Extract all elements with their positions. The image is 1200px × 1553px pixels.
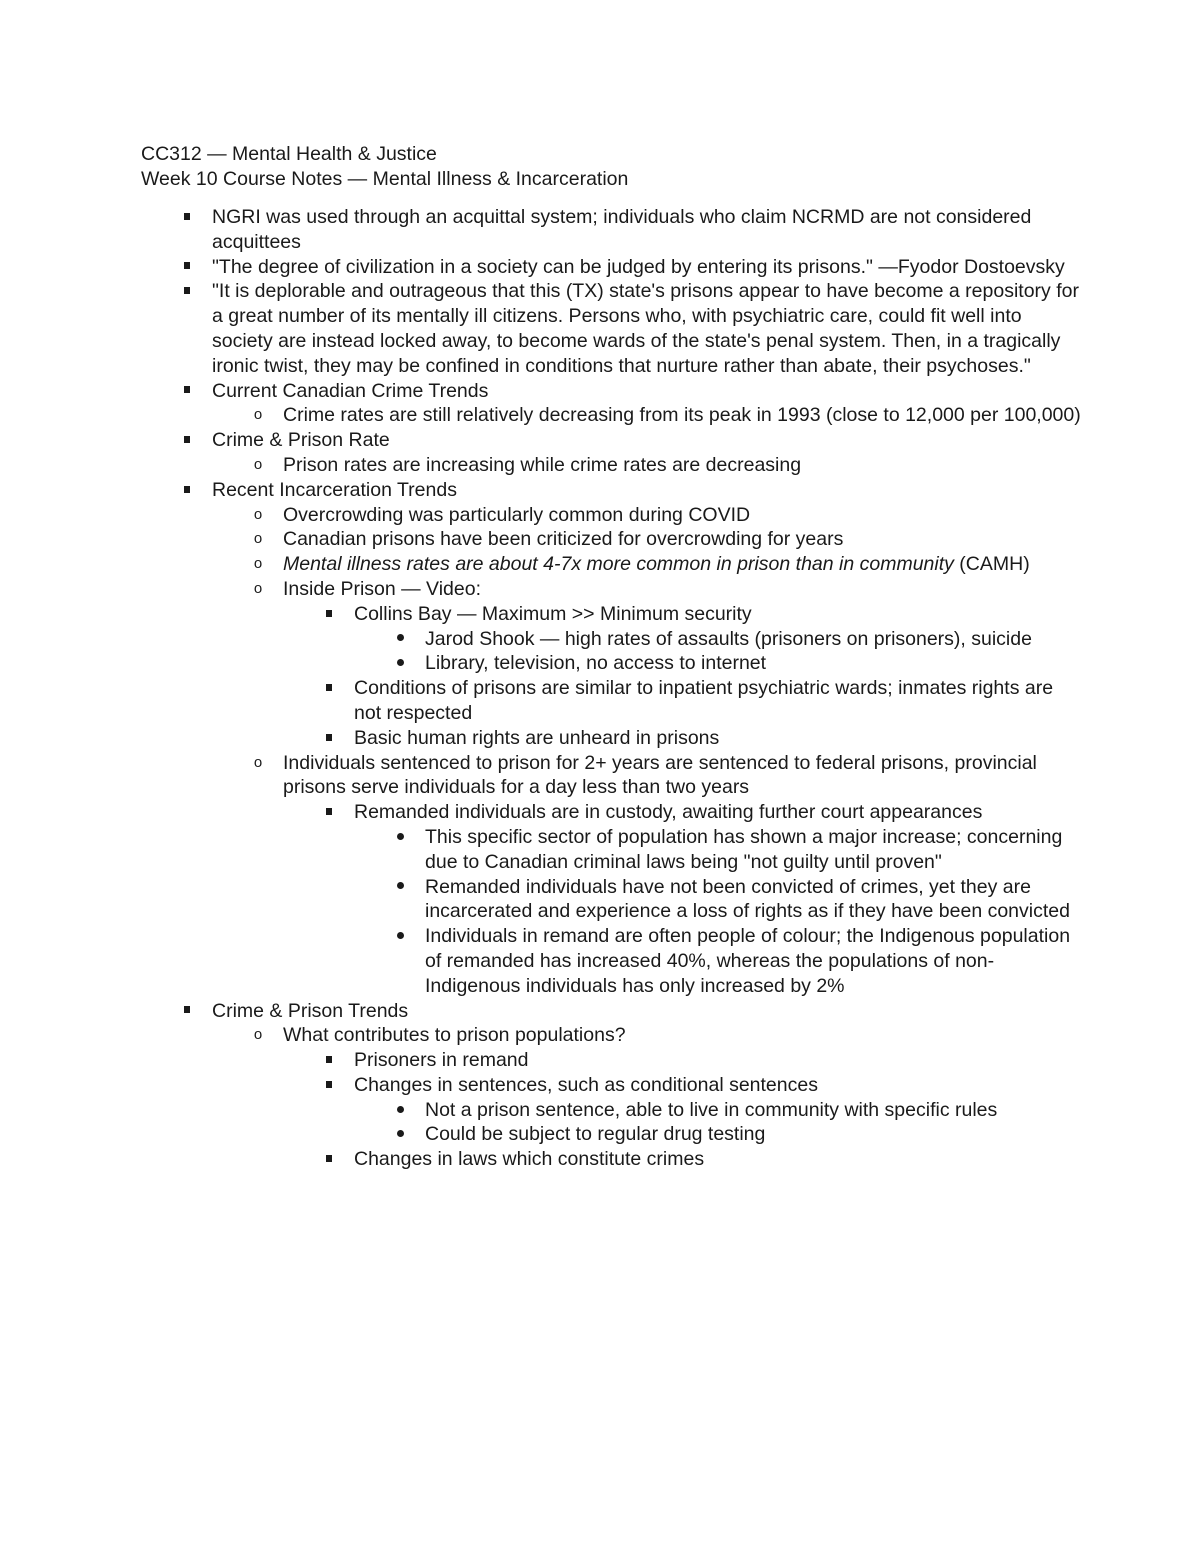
list-item: Current Canadian Crime Trends o Crime rates are still relatively decreasing from its peak in 1993 (close to 12,000 per 100,000) [141, 379, 1081, 429]
list-item: "It is deplorable and outrageous that this (TX) state's prisons appear to have become a repository for a great number of its mentally ill citizens. Persons who, with psychiatric care, could fit well into society are instead locked away, to become wards of the state's penal system. Then, in a tragically ironic twist, they may be confined in conditions that nurture rather than abate, their psychoses." [141, 279, 1081, 378]
list-item: Remanded individuals are in custody, awaiting further court appearances This specific sector of population has shown a major increase; concerning due to Canadian criminal laws being "not guilty until proven" Remanded individuals have not been convicted of crimes, yet they are incarcerated and experience a loss of rights as if they have been convicted Individuals in remand are often people of colour; the Indigenous population of remanded has increased 40%, whereas the populations of non-Indigenous individuals has only increased by 2% [283, 800, 1081, 998]
square-bullet-icon [177, 279, 197, 304]
square-bullet-icon [319, 1147, 339, 1172]
dot-bullet-icon [390, 825, 410, 850]
list-item: Recent Incarceration Trends o Overcrowding was particularly common during COVID o Canadian prisons have been criticized for overcrowding for years o Mental illness rates are about 4-7x more common in prison than in community (CAMH) o Inside Prison — Video: Collins Bay — Maximum >> Minimum security Jarod Shook — high rates of assaults (prisoners on prisoners), suicide Library, television, no access to internet Conditions of prisons are similar to inpatient psychiatric wards; inmates rights are not respected Basic human rights are unheard in prisons o Individuals sentenced to prison for 2+ years are sentenced to federal prisons, provincial prisons serve individuals for a day less than two years Remanded individuals are in custody, awaiting further court appearances This specific sector of population has shown a major increase; concerning due to Canadian criminal laws being "not guilty until proven" Remanded individuals have not been convicted of crimes, yet they are incarcerated and experience a loss of rights as if they have been convicted Individuals in remand are often people of colour; the Indigenous population of remanded has increased 40%, whereas the populations of non-Indigenous individuals has only increased by 2% [141, 478, 1081, 999]
dot-bullet-icon [390, 1122, 410, 1147]
circle-bullet-icon: o [253, 579, 263, 597]
list-item: Library, television, no access to internet [354, 651, 1081, 676]
square-bullet-icon [177, 205, 197, 230]
dot-bullet-icon [390, 651, 410, 676]
square-bullet-icon [177, 999, 197, 1024]
dot-bullet-icon [390, 875, 410, 900]
square-bullet-icon [319, 1048, 339, 1073]
dot-bullet-icon [390, 924, 410, 949]
course-title: CC312 — Mental Health & Justice [141, 143, 437, 165]
square-bullet-icon [177, 428, 197, 453]
list-item: NGRI was used through an acquittal system; individuals who claim NCRMD are not considered acquittees [141, 205, 1081, 255]
list-item: o Individuals sentenced to prison for 2+ years are sentenced to federal prisons, provincial prisons serve individuals for a day less than two years Remanded individuals are in custody, awaiting further court appearances This specific sector of population has shown a major increase; concerning due to Canadian criminal laws being "not guilty until proven" Remanded individuals have not been convicted of crimes, yet they are incarcerated and experience a loss of rights as if they have been convicted Individuals in remand are often people of colour; the Indigenous population of remanded has increased 40%, whereas the populations of non-Indigenous individuals has only increased by 2% [212, 751, 1081, 999]
list-item: Changes in laws which constitute crimes [283, 1147, 1081, 1172]
list-item: o Crime rates are still relatively decreasing from its peak in 1993 (close to 12,000 per 100,000) [212, 403, 1081, 428]
list-item: Individuals in remand are often people of colour; the Indigenous population of remanded has increased 40%, whereas the populations of non-Indigenous individuals has only increased by 2% [354, 924, 1081, 998]
list-item: Not a prison sentence, able to live in community with specific rules [354, 1098, 1081, 1123]
square-bullet-icon [319, 726, 339, 751]
list-item: Could be subject to regular drug testing [354, 1122, 1081, 1147]
square-bullet-icon [319, 1073, 339, 1098]
week-title: Week 10 Course Notes — Mental Illness & Incarceration [141, 168, 629, 190]
dot-bullet-icon [390, 1098, 410, 1123]
list-item: Prisoners in remand [283, 1048, 1081, 1073]
list-item: Changes in sentences, such as conditional sentences Not a prison sentence, able to live in community with specific rules Could be subject to regular drug testing [283, 1073, 1081, 1147]
square-bullet-icon [319, 676, 339, 701]
list-item: Conditions of prisons are similar to inpatient psychiatric wards; inmates rights are not respected [283, 676, 1081, 726]
list-item: o Inside Prison — Video: Collins Bay — Maximum >> Minimum security Jarod Shook — high rates of assaults (prisoners on prisoners), suicide Library, television, no access to internet Conditions of prisons are similar to inpatient psychiatric wards; inmates rights are not respected Basic human rights are unheard in prisons [212, 577, 1081, 751]
list-item: o Prison rates are increasing while crime rates are decreasing [212, 453, 1081, 478]
list-item: Basic human rights are unheard in prisons [283, 726, 1081, 751]
circle-bullet-icon: o [253, 753, 263, 771]
list-item: Crime & Prison Rate o Prison rates are increasing while crime rates are decreasing [141, 428, 1081, 478]
italic-text: Mental illness rates are about 4-7x more common in prison than in community [283, 553, 954, 576]
circle-bullet-icon: o [253, 555, 263, 573]
circle-bullet-icon: o [253, 530, 263, 548]
list-item: Collins Bay — Maximum >> Minimum security Jarod Shook — high rates of assaults (prisoners on prisoners), suicide Library, television, no access to internet [283, 602, 1081, 676]
circle-bullet-icon: o [253, 455, 263, 473]
circle-bullet-icon: o [253, 1026, 263, 1044]
notes-list [141, 205, 1081, 1172]
square-bullet-icon [319, 800, 339, 825]
circle-bullet-icon: o [253, 505, 263, 523]
square-bullet-icon [177, 478, 197, 503]
list-item: Jarod Shook — high rates of assaults (prisoners on prisoners), suicide [354, 627, 1081, 652]
dot-bullet-icon [390, 627, 410, 652]
list-item: "The degree of civilization in a society can be judged by entering its prisons." —Fyodor Dostoevsky [141, 255, 1081, 280]
document-page [141, 142, 1081, 1172]
list-item: Remanded individuals have not been convicted of crimes, yet they are incarcerated and experience a loss of rights as if they have been convicted [354, 875, 1081, 925]
list-item: o Mental illness rates are about 4-7x more common in prison than in community (CAMH) [212, 552, 1081, 577]
list-item: This specific sector of population has shown a major increase; concerning due to Canadian criminal laws being "not guilty until proven" [354, 825, 1081, 875]
list-item: Crime & Prison Trends o What contributes to prison populations? Prisoners in remand Changes in sentences, such as conditional sentences Not a prison sentence, able to live in community with specific rules Could be subject to regular drug testing Changes in laws which constitute crimes [141, 999, 1081, 1173]
list-item: o What contributes to prison populations? Prisoners in remand Changes in sentences, such as conditional sentences Not a prison sentence, able to live in community with specific rules Could be subject to regular drug testing Changes in laws which constitute crimes [212, 1023, 1081, 1172]
square-bullet-icon [177, 255, 197, 280]
square-bullet-icon [319, 602, 339, 627]
square-bullet-icon [177, 379, 197, 404]
list-item: o Overcrowding was particularly common during COVID [212, 503, 1081, 528]
list-item: o Canadian prisons have been criticized for overcrowding for years [212, 527, 1081, 552]
circle-bullet-icon: o [253, 406, 263, 424]
